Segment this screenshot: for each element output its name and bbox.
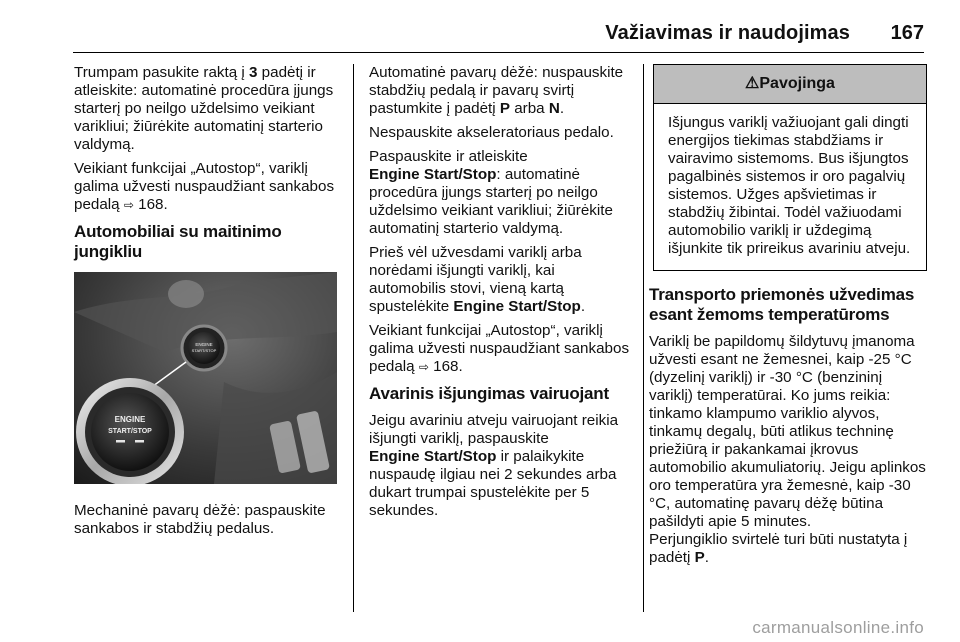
- column-divider-1: [353, 64, 354, 612]
- svg-text:ENGINE: ENGINE: [195, 342, 213, 347]
- warning-triangle-icon: ⚠: [745, 75, 760, 92]
- paragraph: Variklį be papildomų šildytuvų įmanoma užvesti esant ne žemesnei, kaip -25 °C (dyzelinį variklį) ir -30 °C (benzininį variklį) temperatūrai. Ko jums reikia: tinkamo klampumo variklio alyvos, tinkamų degalų, būti atlikus techninę priežiūrą ir pakankamai įkrovus automobilio akumuliatorių. Jeigu aplinkos oro temperatūra yra žemesnė, kaip -30 °C, automatinę pavarų dėžę būtina pašildyti apie 5 minutes.: [649, 333, 926, 530]
- paragraph: Prieš vėl užvesdami variklį arba norėdami išjungti variklį, kai automobilis stovi, vieną kartą spustelėkite Engine Start/Stop.: [369, 244, 586, 315]
- page-ref-icon: ⇨: [418, 360, 429, 374]
- paragraph: Mechaninė pavarų dėžė: paspauskite sankabos ir stabdžių pedalus.: [74, 502, 326, 537]
- paragraph: Nespauskite akseleratoriaus pedalo.: [369, 124, 614, 141]
- column-1: [74, 64, 346, 544]
- column-2: [369, 64, 633, 526]
- paragraph: Veikiant funkcijai „Autostop“, variklį galima užvesti nuspaudžiant sankabos pedalą ⇨ 168.: [74, 160, 335, 213]
- paragraph: Veikiant funkcijai „Autostop“, variklį galima užvesti nuspaudžiant sankabos pedalą ⇨ 168.: [369, 322, 630, 375]
- paragraph: Paspauskite ir atleiskite Engine Start/Stop: automatinė procedūra įjungs starterį po neilgo uždelsimo veikiant varikliui; žiūrėkite automatinį starterio valdymą.: [369, 148, 613, 237]
- page-number: 167: [890, 22, 924, 44]
- warning-box: [653, 64, 927, 271]
- svg-text:START/STOP: START/STOP: [191, 348, 217, 353]
- button-label-engine: ENGINE: [114, 415, 146, 424]
- button-label-startstop: START/STOP: [108, 428, 152, 435]
- paragraph: Trumpam pasukite raktą į 3 padėtį ir atleiskite: automatinė procedūra įjungs starterį po neilgo uždelsimo veikiant varikliui; žiūrėkite automatinį starterio valdymą.: [74, 64, 334, 153]
- column-divider-2: [643, 64, 644, 612]
- page-ref-icon: ⇨: [123, 198, 134, 212]
- section-heading: Transporto priemonės užvedimas esant žemoms temperatūroms: [649, 285, 915, 324]
- section-heading: Automobiliai su maitinimo jungikliu: [74, 222, 282, 261]
- page-title: Važiavimas ir naudojimas: [605, 22, 850, 44]
- section-heading: Avarinis išjungimas vairuojant: [369, 384, 609, 403]
- warning-text: Išjungus variklį važiuojant gali dingti energijos tiekimas stabdžiams ir vairavimo sistemoms. Bus išjungtos pagalbinės sistemos ir oro pagalvių sistemos. Užges apšvietimas ir stabdžių žibintai. Todėl važiuodami automobilio variklį ir uždegimą išjunkite tik prireikus avariniu atveju.: [668, 114, 911, 257]
- engine-start-stop-photo: [74, 272, 337, 484]
- dashboard-illustration: [74, 272, 337, 484]
- paragraph: Jeigu avariniu atveju vairuojant reikia išjungti variklį, paspauskite Engine Start/Stop ir palaikykite nuspaudę ilgiau nei 2 sekundes arba dukart trumpai spustelėkite per 5 sekundes.: [369, 412, 619, 519]
- paragraph: Perjungiklio svirtelė turi būti nustatyta į padėtį P.: [649, 531, 908, 566]
- warning-header: [654, 65, 926, 104]
- warning-title: Pavojinga: [759, 75, 835, 92]
- page-ref-link[interactable]: 168.: [433, 358, 463, 375]
- page-ref-link[interactable]: 168.: [138, 196, 168, 213]
- header-rule: [73, 52, 924, 53]
- paragraph: Automatinė pavarų dėžė: nuspauskite stabdžių pedalą ir pavarų svirtį pastumkite į padėtį P arba N.: [369, 64, 624, 117]
- watermark: carmanualsonline.info: [752, 618, 924, 637]
- column-3: [649, 64, 927, 573]
- page-header: [0, 0, 960, 52]
